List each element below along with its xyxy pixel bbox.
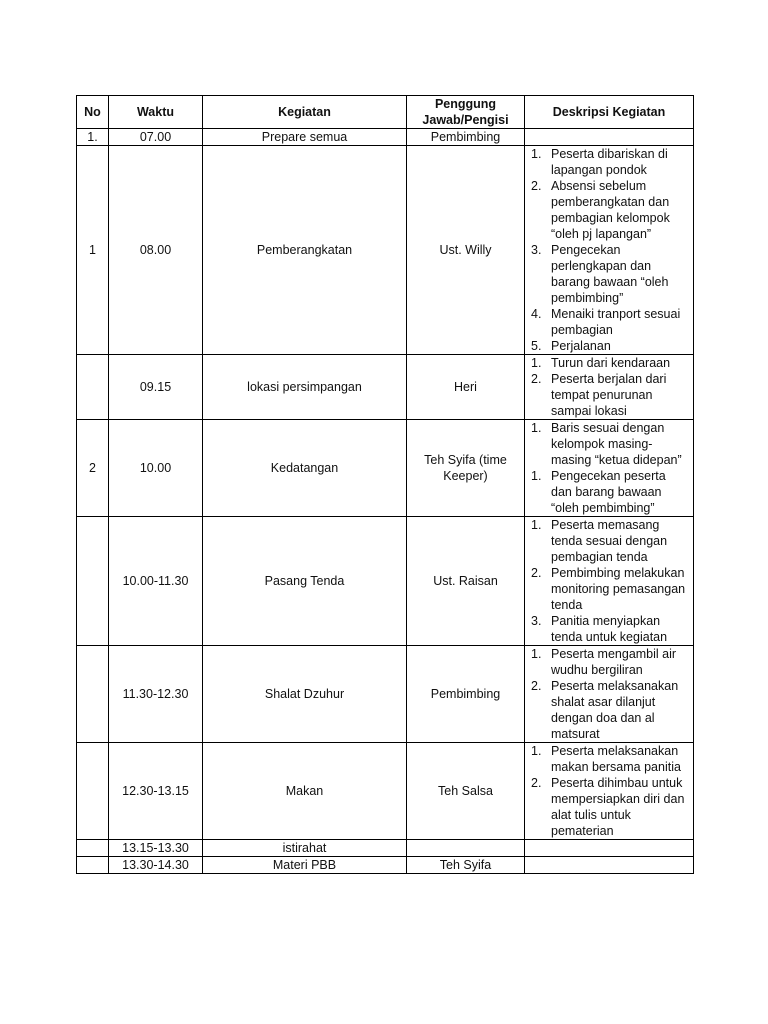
header-waktu: Waktu <box>109 96 203 129</box>
list-item-text: Peserta dihimbau untuk mempersiapkan diri dan alat tulis untuk pematerian <box>551 776 685 838</box>
description-list <box>531 355 689 419</box>
list-item-text: Peserta berjalan dari tempat penurunan sampai lokasi <box>551 372 667 418</box>
list-item-number: 1. <box>531 744 542 758</box>
table-row <box>77 517 694 646</box>
list-item-number: 1. <box>531 647 542 661</box>
cell-penanggung-jawab: Ust. Raisan <box>407 517 525 646</box>
list-item <box>531 178 689 242</box>
cell-penanggung-jawab: Heri <box>407 355 525 420</box>
table-row <box>77 129 694 146</box>
cell-no: 1 <box>77 146 109 355</box>
table-row <box>77 857 694 874</box>
cell-no <box>77 355 109 420</box>
cell-no <box>77 840 109 857</box>
list-item-text: Baris sesuai dengan kelompok masing-masing “ketua didepan” <box>551 421 682 467</box>
list-item-number: 4. <box>531 307 542 321</box>
cell-kegiatan: lokasi persimpangan <box>203 355 407 420</box>
list-item <box>531 355 689 371</box>
list-item <box>531 306 689 338</box>
cell-penanggung-jawab: Teh Salsa <box>407 743 525 840</box>
cell-deskripsi <box>525 840 694 857</box>
list-item-number: 5. <box>531 339 542 353</box>
header-penanggung-jawab: Penggung Jawab/Pengisi <box>407 96 525 129</box>
table-row <box>77 646 694 743</box>
list-item <box>531 743 689 775</box>
header-no: No <box>77 96 109 129</box>
list-item-number: 1. <box>531 421 542 435</box>
list-item-number: 3. <box>531 243 542 257</box>
table-row <box>77 146 694 355</box>
cell-deskripsi <box>525 857 694 874</box>
list-item <box>531 517 689 565</box>
list-item <box>531 146 689 178</box>
cell-no <box>77 646 109 743</box>
list-item-number: 1. <box>531 518 542 532</box>
cell-no <box>77 743 109 840</box>
list-item-text: Peserta dibariskan di lapangan pondok <box>551 147 668 177</box>
list-item-number: 1. <box>531 356 542 370</box>
description-list <box>531 146 689 354</box>
cell-penanggung-jawab: Pembimbing <box>407 129 525 146</box>
cell-kegiatan: Prepare semua <box>203 129 407 146</box>
cell-penanggung-jawab: Ust. Willy <box>407 146 525 355</box>
list-item-number: 2. <box>531 372 542 386</box>
list-item-text: Pengecekan peserta dan barang bawaan “oleh pembimbing” <box>551 469 666 515</box>
header-row <box>77 96 694 129</box>
list-item <box>531 420 689 468</box>
list-item-number: 2. <box>531 776 542 790</box>
list-item-number: 3. <box>531 614 542 628</box>
cell-no: 2 <box>77 420 109 517</box>
cell-kegiatan: Pasang Tenda <box>203 517 407 646</box>
list-item-text: Perjalanan <box>551 339 611 353</box>
cell-waktu: 09.15 <box>109 355 203 420</box>
cell-penanggung-jawab: Teh Syifa (time Keeper) <box>407 420 525 517</box>
description-list <box>531 743 689 839</box>
cell-no <box>77 517 109 646</box>
list-item <box>531 338 689 354</box>
description-list <box>531 646 689 742</box>
table-row <box>77 743 694 840</box>
list-item <box>531 613 689 645</box>
cell-waktu: 10.00-11.30 <box>109 517 203 646</box>
list-item-text: Pengecekan perlengkapan dan barang bawaan “oleh pembimbing” <box>551 243 669 305</box>
description-list <box>531 420 689 516</box>
list-item-number: 2. <box>531 179 542 193</box>
table-row <box>77 420 694 517</box>
list-item-number: 2. <box>531 566 542 580</box>
cell-no: 1. <box>77 129 109 146</box>
list-item <box>531 565 689 613</box>
list-item-text: Panitia menyiapkan tenda untuk kegiatan <box>551 614 668 644</box>
list-item-number: 1. <box>531 147 542 161</box>
list-item <box>531 242 689 306</box>
cell-kegiatan: Shalat Dzuhur <box>203 646 407 743</box>
list-item-text: Peserta melaksanakan shalat asar dilanjut dengan doa dan al matsurat <box>551 679 679 741</box>
list-item-text: Peserta memasang tenda sesuai dengan pembagian tenda <box>551 518 668 564</box>
list-item <box>531 468 689 516</box>
list-item-text: Menaiki tranport sesuai pembagian <box>551 307 681 337</box>
cell-no <box>77 857 109 874</box>
cell-waktu: 13.30-14.30 <box>109 857 203 874</box>
cell-deskripsi <box>525 146 694 355</box>
table-row <box>77 355 694 420</box>
description-list <box>531 517 689 645</box>
cell-waktu: 11.30-12.30 <box>109 646 203 743</box>
list-item-text: Peserta melaksanakan makan bersama panitia <box>551 744 681 774</box>
list-item-text: Pembimbing melakukan monitoring pemasangan tenda <box>551 566 686 612</box>
header-deskripsi: Deskripsi Kegiatan <box>525 96 694 129</box>
table-row <box>77 840 694 857</box>
list-item-number: 1. <box>531 469 542 483</box>
cell-deskripsi <box>525 420 694 517</box>
list-item <box>531 678 689 742</box>
cell-penanggung-jawab <box>407 840 525 857</box>
cell-kegiatan: Makan <box>203 743 407 840</box>
list-item-text: Peserta mengambil air wudhu bergiliran <box>551 647 677 677</box>
cell-deskripsi <box>525 646 694 743</box>
list-item <box>531 371 689 419</box>
cell-waktu: 08.00 <box>109 146 203 355</box>
cell-deskripsi <box>525 743 694 840</box>
cell-waktu: 07.00 <box>109 129 203 146</box>
cell-kegiatan: istirahat <box>203 840 407 857</box>
cell-kegiatan: Pemberangkatan <box>203 146 407 355</box>
schedule-table <box>76 95 694 874</box>
list-item-text: Turun dari kendaraan <box>551 356 671 370</box>
cell-waktu: 12.30-13.15 <box>109 743 203 840</box>
header-kegiatan: Kegiatan <box>203 96 407 129</box>
cell-penanggung-jawab: Teh Syifa <box>407 857 525 874</box>
list-item <box>531 775 689 839</box>
cell-deskripsi <box>525 517 694 646</box>
cell-kegiatan: Kedatangan <box>203 420 407 517</box>
list-item-number: 2. <box>531 679 542 693</box>
cell-penanggung-jawab: Pembimbing <box>407 646 525 743</box>
cell-kegiatan: Materi PBB <box>203 857 407 874</box>
cell-waktu: 10.00 <box>109 420 203 517</box>
list-item-text: Absensi sebelum pemberangkatan dan pembagian kelompok “oleh pj lapangan” <box>551 179 670 241</box>
list-item <box>531 646 689 678</box>
cell-deskripsi <box>525 355 694 420</box>
cell-deskripsi <box>525 129 694 146</box>
cell-waktu: 13.15-13.30 <box>109 840 203 857</box>
